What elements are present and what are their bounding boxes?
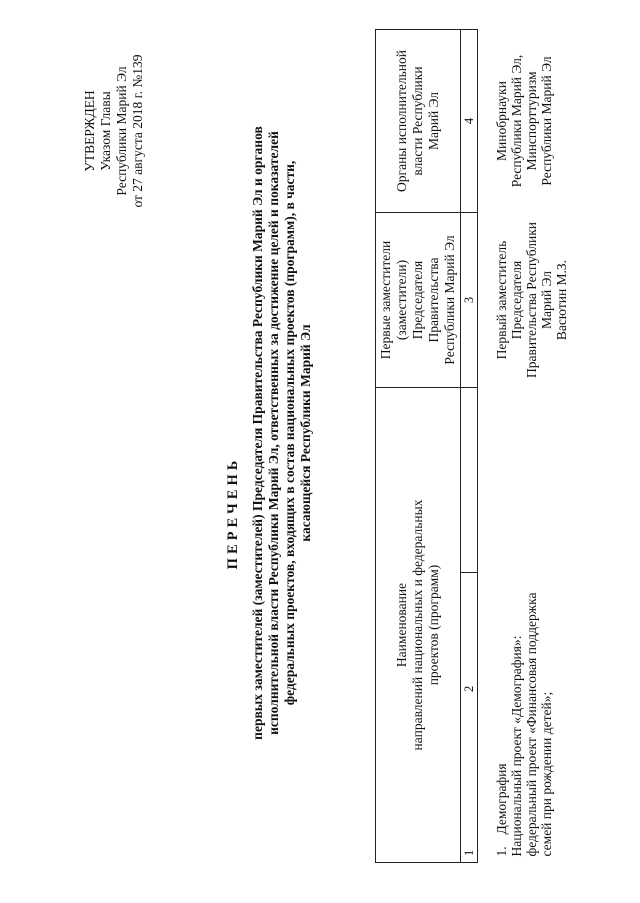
- row-organs: [478, 30, 570, 213]
- document-subtitle: [250, 83, 314, 783]
- column-number-2-cell: [461, 388, 478, 573]
- row-federal-project: федеральный проект «Финансовая поддержка: [524, 592, 539, 857]
- row-deputy-line-2: Правительства Республики Марий Эл: [524, 221, 554, 379]
- row-direction: [494, 394, 509, 857]
- document-title: ПЕРЕЧЕНЬ: [225, 456, 241, 570]
- approval-date: от 27 августа 2018 г. №139: [130, 54, 145, 208]
- column-number-4: 4: [461, 30, 478, 213]
- row-direction-title: Демография: [494, 763, 509, 835]
- header-organs-line-2: власти Республики: [410, 66, 425, 176]
- header-directions-line-3: проектов (программ): [426, 564, 441, 686]
- row-organs-line-4: Республики Марий Эл: [539, 56, 554, 186]
- row-organs-line-2: Республики Марий Эл,: [509, 54, 524, 188]
- header-deputies-line-3: Республики Марий Эл: [442, 235, 457, 365]
- responsibility-table: [375, 29, 569, 863]
- subtitle-line-3: федеральных проектов, входящих в состав национальных проектов (программ), в части,: [282, 160, 297, 706]
- header-organs: [376, 30, 461, 213]
- header-deputies-line-2: Председателя Правительства: [410, 257, 441, 343]
- subtitle-line-1: первых заместителей (заместителей) Председателя Правительства Республики Марий Эл и органов: [250, 126, 265, 740]
- subtitle-line-2: исполнительной власти Республики Марий Эл, ответственных за достижение целей и показателей: [266, 131, 281, 735]
- subtitle-line-4: касающейся Республики Марий Эл: [298, 324, 313, 542]
- row-deputy-line-3: Васютин М.З.: [554, 259, 569, 341]
- approval-stamp: [82, 31, 146, 231]
- header-directions: [376, 388, 461, 863]
- header-organs-line-1: Органы исполнительной: [394, 50, 409, 192]
- row-organs-line-3: Минспорттуризм: [524, 71, 539, 171]
- approval-republic: Республики Марий Эл: [114, 66, 129, 196]
- row-number: 1.: [494, 846, 509, 857]
- row-description: [478, 388, 570, 863]
- column-number-1-text: 1: [462, 849, 476, 856]
- row-deputy: [478, 213, 570, 388]
- approval-heading: УТВЕРЖДЕН: [82, 90, 97, 172]
- header-directions-line-1: Наименование: [394, 582, 409, 668]
- column-number-1: [461, 573, 478, 863]
- column-number-3: 3: [461, 213, 478, 388]
- header-organs-line-3: Марий Эл: [426, 91, 441, 151]
- row-federal-project-cont: семей при рождении детей»;: [539, 691, 554, 857]
- header-deputies: [376, 213, 461, 388]
- row-deputy-line-1: Первый заместитель Председателя: [494, 240, 524, 360]
- row-organs-line-1: Минобрнауки: [494, 81, 509, 161]
- table-header-row: [376, 30, 461, 863]
- approval-decree: Указом Главы: [98, 91, 113, 171]
- table-row: [478, 30, 570, 863]
- row-national-project: Национальный проект «Демография»:: [509, 635, 524, 857]
- header-directions-line-2: направлений национальных и федеральных: [410, 499, 425, 751]
- column-number-2-text: 2: [462, 685, 476, 692]
- header-deputies-line-1: Первые заместители (заместители): [378, 240, 409, 360]
- column-number-row: [461, 30, 478, 863]
